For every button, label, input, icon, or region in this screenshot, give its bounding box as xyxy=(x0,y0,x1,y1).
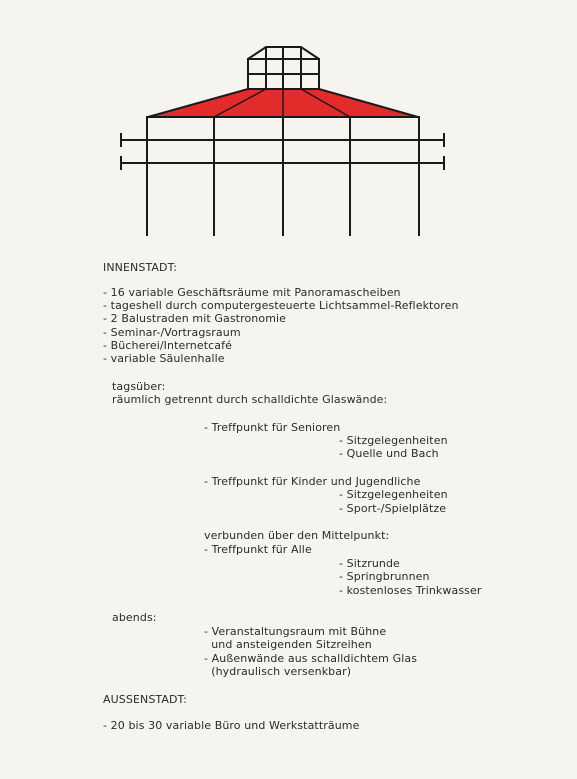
feature-item: - Bücherei/Internetcafé xyxy=(103,339,232,352)
daytime-label: tagsüber: xyxy=(112,380,166,393)
seniors-item: - Quelle und Bach xyxy=(339,447,439,460)
youth-meeting-point: - Treffpunkt für Kinder und Jugendliche xyxy=(204,475,421,488)
all-meeting-point: - Treffpunkt für Alle xyxy=(204,543,312,556)
all-item: - kostenloses Trinkwasser xyxy=(339,584,482,597)
evening-label: abends: xyxy=(112,611,157,624)
feature-item: - 16 variable Geschäftsräume mit Panoramascheiben xyxy=(103,286,401,299)
all-item: - Sitzrunde xyxy=(339,557,400,570)
youth-item: - Sport-/Spielplätze xyxy=(339,502,447,515)
evening-item: (hydraulisch versenkbar) xyxy=(204,665,352,678)
heading-innenstadt: INNENSTADT: xyxy=(103,261,178,274)
lantern-cupola xyxy=(248,47,319,89)
evening-item: und ansteigenden Sitzreihen xyxy=(204,638,372,651)
feature-item: - tageshell durch computergesteuerte Lichtsammel-Reflektoren xyxy=(103,299,459,312)
feature-item: - variable Säulenhalle xyxy=(103,352,225,365)
building-body xyxy=(121,117,444,236)
red-roof xyxy=(148,89,418,117)
feature-item: - Seminar-/Vortragsraum xyxy=(103,326,241,339)
aussenstadt-item: - 20 bis 30 variable Büro und Werkstatträume xyxy=(103,719,360,732)
seniors-meeting-point: - Treffpunkt für Senioren xyxy=(204,421,341,434)
connected-label: verbunden über den Mittelpunkt: xyxy=(204,529,390,542)
feature-item: - 2 Balustraden mit Gastronomie xyxy=(103,312,287,325)
youth-item: - Sitzgelegenheiten xyxy=(339,488,448,501)
daytime-description: räumlich getrennt durch schalldichte Glaswände: xyxy=(112,393,388,406)
evening-item: - Außenwände aus schalldichtem Glas xyxy=(204,652,418,665)
evening-item: - Veranstaltungsraum mit Bühne xyxy=(204,625,387,638)
seniors-item: - Sitzgelegenheiten xyxy=(339,434,448,447)
heading-aussenstadt: AUSSENSTADT: xyxy=(103,693,187,706)
all-item: - Springbrunnen xyxy=(339,570,430,583)
